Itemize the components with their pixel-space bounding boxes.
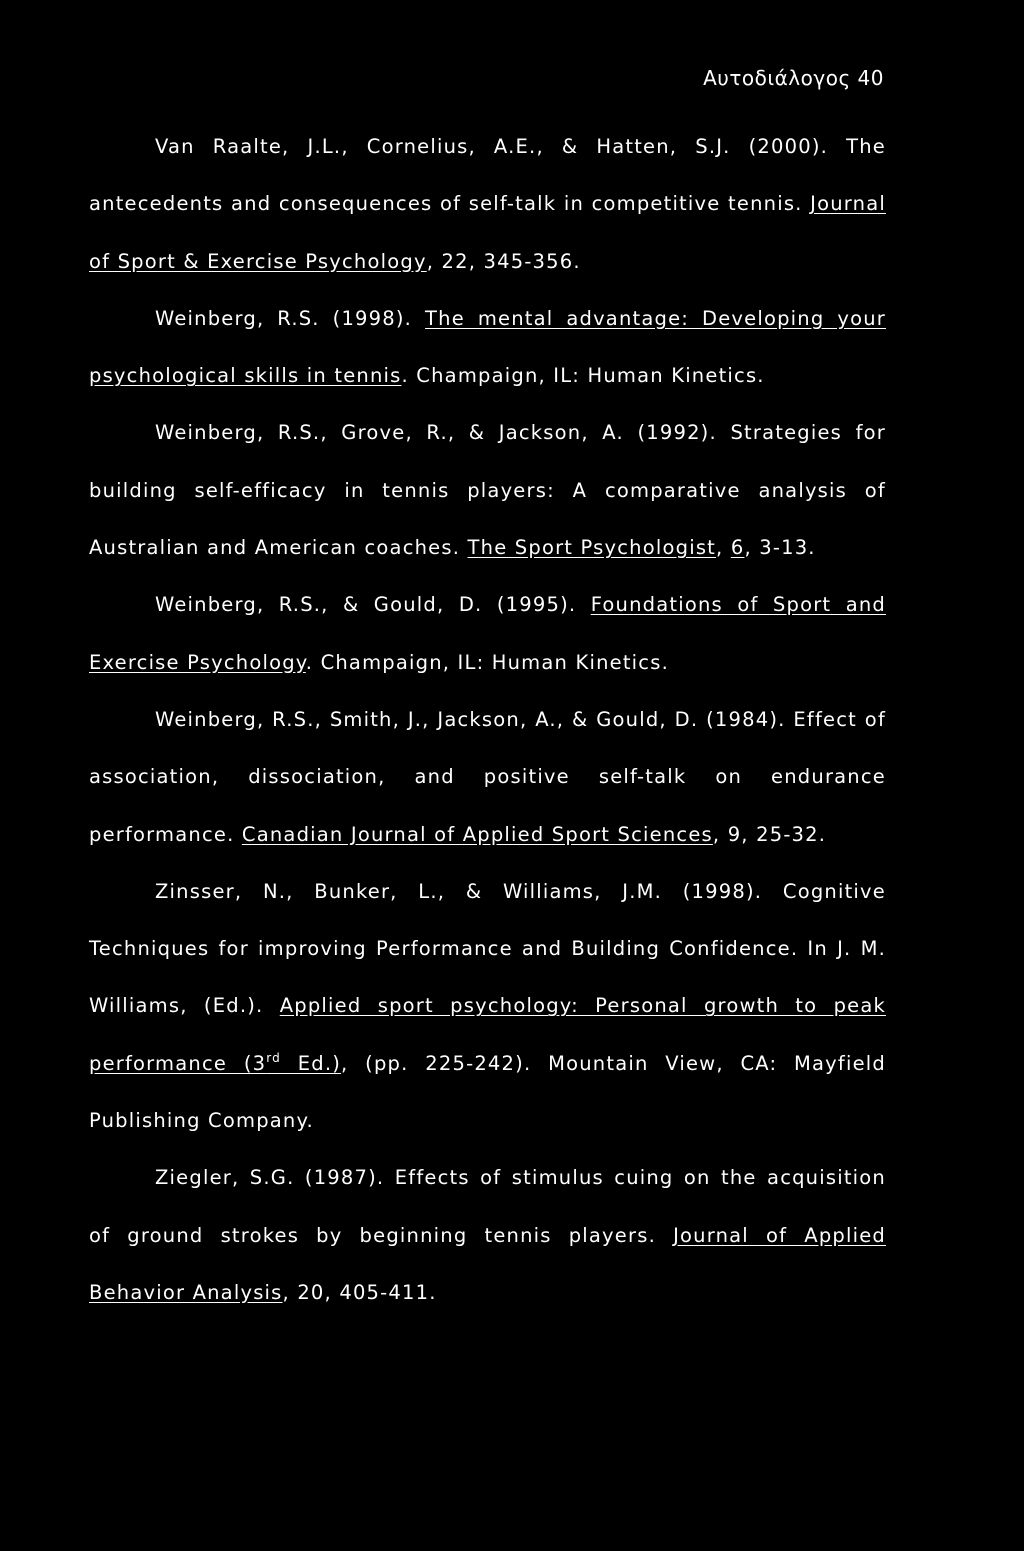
ref-title: The antecedents and consequences of self-talk in competitive tennis.: [89, 135, 886, 216]
ref-rest: , (pp. 225-242). Mountain View, CA: Mayfield Publishing Company.: [89, 1051, 886, 1133]
ref-authors: Ziegler, S.G. (1987).: [155, 1166, 385, 1190]
ref-rest: , 22, 345-356.: [426, 249, 581, 273]
reference-entry: [89, 290, 886, 405]
ref-source-main: Applied sport psychology: Personal growth to peak performance (3: [89, 994, 886, 1075]
ref-source: Foundations of Sport and Exercise Psychology: [89, 593, 886, 674]
ref-rest: , 3-13.: [744, 536, 816, 560]
ref-title: Effects of stimulus cuing on the acquisition of ground strokes by beginning tennis players.: [89, 1166, 886, 1247]
reference-entry: [89, 404, 886, 576]
ref-rest: . Champaign, IL: Human Kinetics.: [401, 364, 765, 388]
ref-source: Journal of Applied Behavior Analysis: [89, 1223, 886, 1304]
ref-authors: Weinberg, R.S. (1998).: [155, 306, 426, 330]
ref-authors: Zinsser, N., Bunker, L., & Williams, J.M. (1998).: [155, 879, 763, 903]
ref-authors: Weinberg, R.S., Grove, R., & Jackson, A. (1992).: [155, 421, 717, 445]
ref-source-superscript: rd: [266, 1050, 281, 1065]
ref-rest: . Champaign, IL: Human Kinetics.: [305, 650, 669, 674]
ref-source: Journal of Sport & Exercise Psychology: [89, 192, 886, 273]
ref-source: The mental advantage: Developing your psychological skills in tennis: [89, 306, 887, 388]
running-head: Αυτοδιάλογος 40: [703, 66, 884, 90]
ref-volume: 6: [730, 536, 745, 560]
reference-entry: [89, 576, 886, 691]
ref-separator: ,: [716, 536, 731, 560]
ref-title: Effect of association, dissociation, and positive self-talk on endurance performance.: [89, 707, 887, 846]
ref-title: Cognitive Techniques for improving Performance and Building Confidence. In J. M. Williams, (Ed.).: [89, 879, 886, 1018]
ref-authors: Weinberg, R.S., & Gould, D. (1995).: [155, 593, 591, 617]
reference-entry: [89, 1149, 886, 1321]
reference-entry: [89, 691, 886, 863]
ref-source-end: Ed.): [280, 1051, 342, 1075]
ref-source: Canadian Journal of Applied Sport Sciences: [241, 822, 713, 846]
ref-rest: , 9, 25-32.: [712, 822, 827, 846]
reference-entry: [89, 863, 886, 1149]
ref-authors: Weinberg, R.S., Smith, J., Jackson, A., & Gould, D. (1984).: [155, 707, 786, 731]
ref-authors: Van Raalte, J.L., Cornelius, A.E., & Hatten, S.J. (2000).: [155, 135, 829, 158]
ref-rest: , 20, 405-411.: [282, 1280, 437, 1304]
reference-entry: [89, 118, 886, 290]
reference-list: [89, 118, 886, 1321]
ref-title: Strategies for building self-efficacy in tennis players: A comparative analysis of Australian and American coaches.: [89, 421, 887, 560]
ref-source: The Sport Psychologist: [467, 536, 717, 560]
